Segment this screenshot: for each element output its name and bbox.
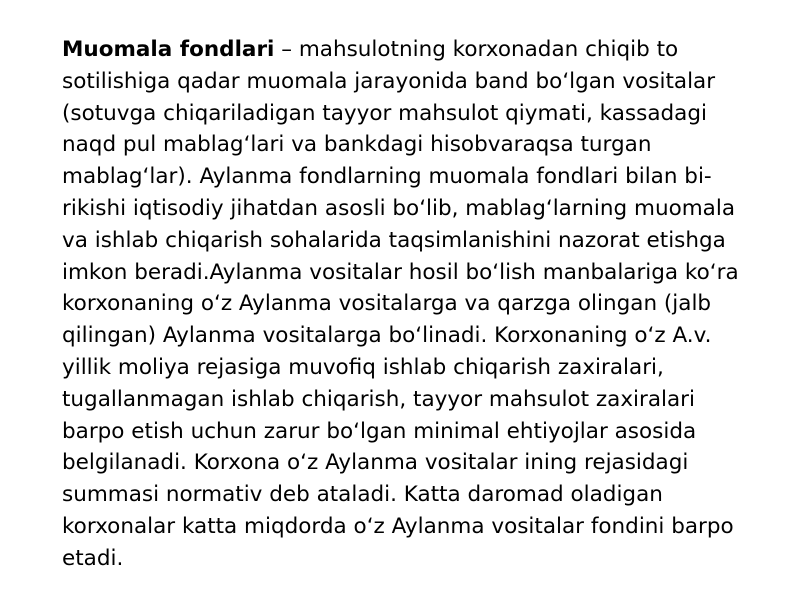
body-paragraph: [62, 34, 748, 575]
paragraph-line-15: summasi normativ deb ataladi. Katta daromad oladigan: [62, 482, 663, 508]
paragraph-line-6: rikishi iqtisodiy jihatdan asosli bo‘lib, mablag‘larning muomala: [62, 195, 736, 221]
paragraph-line-3: (sotuvga chiqariladigan tayyor mahsulot qiymati, kassadagi: [62, 100, 707, 126]
paragraph-line-8: imkon beradi.Aylanma vositalar hosil bo‘lish manbalariga ko‘ra: [62, 259, 739, 285]
paragraph-line-13: barpo etish uchun zarur bo‘lgan minimal ehtiyojlar asosida: [62, 418, 697, 444]
term-heading: Muomala fondlari: [62, 37, 275, 62]
paragraph-line-11: yillik moliya rejasiga muvofiq ishlab chiqarish zaxiralari,: [62, 354, 664, 380]
paragraph-line-12: tugallanmagan ishlab chiqarish, tayyor mahsulot zaxiralari: [62, 386, 695, 412]
paragraph-line-7: va ishlab chiqarish sohalarida taqsimlanishini nazorat etishga: [62, 227, 726, 253]
paragraph-line-14: belgilanadi. Korxona o‘z Aylanma vositalar ining rejasidagi: [62, 450, 689, 476]
paragraph-line-2: sotilishiga qadar muomala jarayonida band bo‘lgan vositalar: [62, 68, 716, 94]
paragraph-line-1: [62, 34, 748, 66]
paragraph-line-16: korxonalar katta miqdorda o‘z Aylanma vositalar fondini barpo: [62, 513, 734, 539]
paragraph-line-4: naqd pul mablag‘lari va bankdagi hisobvaraqsa turgan: [62, 132, 652, 158]
paragraph-line-1-text: – mahsulotning korxonadan chiqib to: [274, 37, 679, 62]
paragraph-line-5: mablag‘lar). Aylanma fondlarning muomala fondlari bilan bi-: [62, 164, 712, 190]
paragraph-line-9: korxonaning o‘z Aylanma vositalarga va qarzga olingan (jalb: [62, 291, 712, 317]
paragraph-line-17: etadi.: [62, 545, 124, 571]
paragraph-line-10: qilingan) Aylanma vositalarga bo‘linadi. Korxonaning o‘z A.v.: [62, 323, 712, 349]
